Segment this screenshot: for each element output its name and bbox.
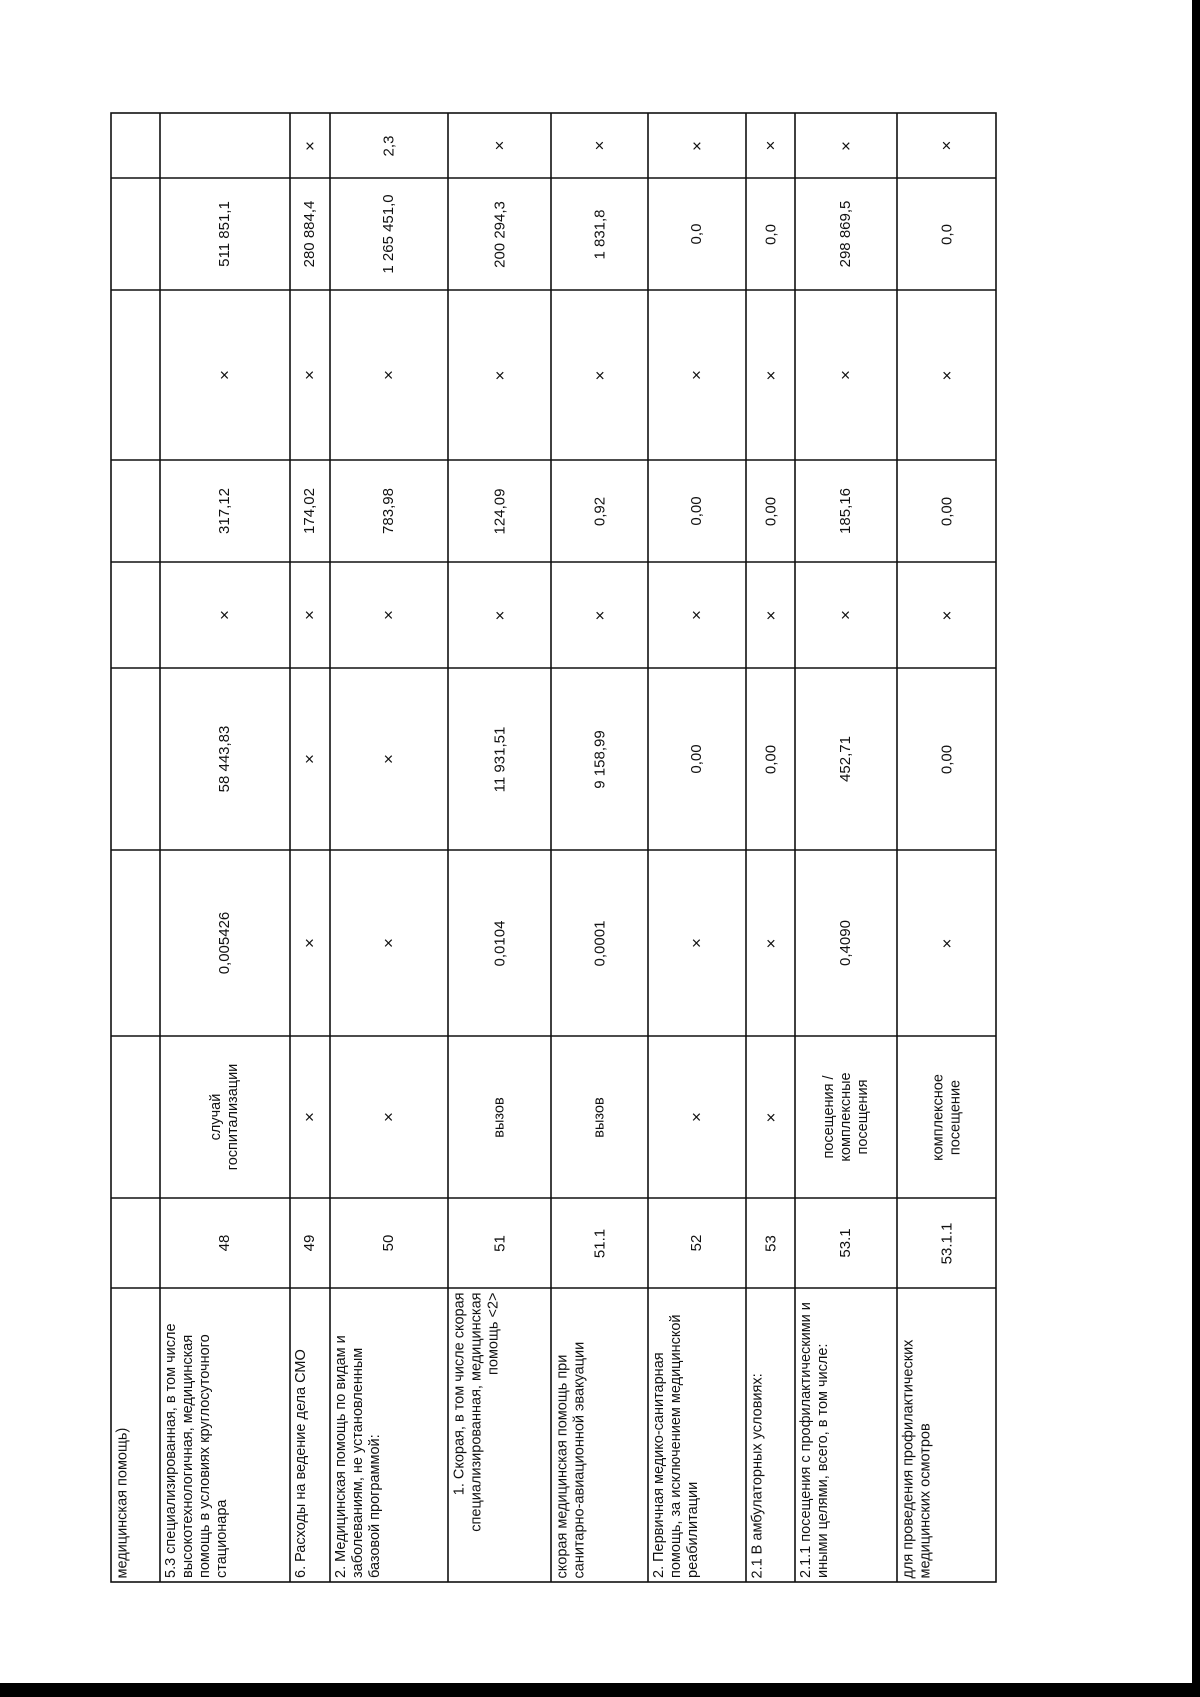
per-capita-value-6 bbox=[651, 464, 743, 558]
row-line-number-text: 50 bbox=[380, 1234, 397, 1252]
per-capita-value-text: 124,09 bbox=[490, 488, 508, 534]
unit-of-measure-text: вызов bbox=[491, 1096, 507, 1138]
unit-of-measure-9 bbox=[900, 1040, 993, 1194]
total-value-8 bbox=[798, 182, 894, 286]
volume-normative-text: × bbox=[936, 938, 956, 948]
column-6-value-2 bbox=[293, 566, 327, 664]
row-line-number-7 bbox=[749, 1202, 792, 1284]
cost-normative-8 bbox=[798, 672, 894, 846]
row-label-3 bbox=[333, 1292, 445, 1578]
row-label-4 bbox=[451, 1292, 548, 1578]
column-8-value-8 bbox=[798, 294, 894, 456]
column-6-value-text: × bbox=[836, 610, 855, 620]
cost-normative-text: × bbox=[379, 754, 398, 764]
column-6-value-9 bbox=[900, 566, 993, 664]
row-line-number-text: 53.1 bbox=[837, 1228, 854, 1258]
unit-of-measure-text: × bbox=[687, 1112, 706, 1122]
total-value-6 bbox=[651, 182, 743, 286]
row-label-8 bbox=[798, 1292, 894, 1578]
volume-normative-3 bbox=[333, 854, 445, 1032]
cost-normative-1 bbox=[163, 672, 287, 846]
row-label-text: скорая медицинская помощь при санитарно-авиационной эвакуации bbox=[554, 1341, 587, 1578]
cost-normative-2 bbox=[293, 672, 327, 846]
share-value-6 bbox=[651, 117, 743, 174]
column-8-value-4 bbox=[451, 294, 548, 456]
row-label-text: 2. Первичная медико-санитарная помощь, за исключением медицинской реабилитации bbox=[651, 1314, 701, 1578]
per-capita-value-text: 0,00 bbox=[937, 496, 955, 526]
per-capita-value-text: 174,02 bbox=[301, 488, 318, 534]
scan-border-bottom bbox=[0, 1683, 1200, 1697]
unit-of-measure-6 bbox=[651, 1040, 743, 1194]
column-6-value-4 bbox=[451, 566, 548, 664]
cost-normative-text: 11 931,51 bbox=[490, 726, 508, 792]
per-capita-value-text: 317,12 bbox=[216, 488, 233, 534]
unit-of-measure-text: посещения / комплексные посещения bbox=[820, 1072, 871, 1162]
per-capita-value-text: 185,16 bbox=[837, 488, 854, 534]
column-8-value-7 bbox=[749, 294, 792, 456]
row-line-number-9 bbox=[900, 1202, 993, 1284]
share-value-text: × bbox=[936, 140, 956, 151]
total-value-text: 298 869,5 bbox=[837, 200, 854, 268]
per-capita-value-7 bbox=[749, 464, 792, 558]
column-8-value-3 bbox=[333, 294, 445, 456]
unit-of-measure-text: случай госпитализации bbox=[208, 1063, 241, 1171]
row-line-number-text: 52 bbox=[688, 1234, 705, 1252]
total-value-1 bbox=[163, 182, 287, 286]
row-label-5 bbox=[554, 1292, 645, 1578]
cost-normative-text: × bbox=[300, 754, 319, 764]
unit-of-measure-text: × bbox=[379, 1112, 398, 1122]
per-capita-value-4 bbox=[451, 464, 548, 558]
scan-border-right bbox=[1192, 0, 1200, 1697]
per-capita-value-text: 0,92 bbox=[590, 496, 608, 526]
share-value-4 bbox=[451, 117, 548, 174]
row-line-number-3 bbox=[333, 1202, 445, 1284]
total-value-text: 511 851,1 bbox=[216, 201, 233, 267]
row-line-number-text: 49 bbox=[301, 1234, 318, 1252]
column-8-value-text: × bbox=[936, 370, 956, 380]
unit-of-measure-text: комплексное посещение bbox=[929, 1073, 963, 1161]
row-label-2 bbox=[293, 1292, 327, 1578]
cost-normative-text: 452,71 bbox=[837, 736, 854, 782]
row-line-number-2 bbox=[293, 1202, 327, 1284]
per-capita-value-9 bbox=[900, 464, 993, 558]
row-line-number-1 bbox=[163, 1202, 287, 1284]
row-line-number-text: 48 bbox=[216, 1234, 233, 1252]
column-6-value-1 bbox=[163, 566, 287, 664]
volume-normative-5 bbox=[554, 854, 645, 1032]
unit-of-measure-1 bbox=[163, 1040, 287, 1194]
total-value-text: 280 884,4 bbox=[301, 200, 318, 268]
volume-normative-4 bbox=[451, 854, 548, 1032]
cost-normative-3 bbox=[333, 672, 445, 846]
column-6-value-6 bbox=[651, 566, 743, 664]
column-6-value-text: × bbox=[489, 610, 509, 620]
row-line-number-text: 51 bbox=[490, 1234, 508, 1252]
per-capita-value-text: 783,98 bbox=[380, 488, 397, 534]
column-6-value-7 bbox=[749, 566, 792, 664]
row-label-7 bbox=[749, 1292, 792, 1578]
column-8-value-text: × bbox=[836, 370, 855, 380]
cost-normative-5 bbox=[554, 672, 645, 846]
unit-of-measure-4 bbox=[451, 1040, 548, 1194]
cost-normative-text: 0,00 bbox=[761, 744, 779, 774]
cost-normative-text: 0,00 bbox=[937, 744, 955, 774]
row-label-0 bbox=[114, 1292, 157, 1578]
row-line-number-text: 53 bbox=[761, 1234, 779, 1252]
volume-normative-9 bbox=[900, 854, 993, 1032]
row-line-number-text: 53.1.1 bbox=[937, 1222, 955, 1264]
cost-normative-text: 9 158,99 bbox=[590, 729, 608, 789]
volume-normative-text: 0,005426 bbox=[216, 911, 233, 975]
volume-normative-text: × bbox=[300, 938, 319, 948]
column-6-value-text: × bbox=[300, 610, 319, 620]
per-capita-value-1 bbox=[163, 464, 287, 558]
cost-normative-7 bbox=[749, 672, 792, 846]
cost-normative-text: 0,00 bbox=[688, 744, 705, 774]
share-value-2 bbox=[293, 117, 327, 174]
share-value-text: × bbox=[836, 140, 855, 151]
row-label-6 bbox=[651, 1292, 743, 1578]
per-capita-value-3 bbox=[333, 464, 445, 558]
column-6-value-3 bbox=[333, 566, 445, 664]
volume-normative-2 bbox=[293, 854, 327, 1032]
column-6-value-text: × bbox=[936, 610, 956, 620]
unit-of-measure-2 bbox=[293, 1040, 327, 1194]
unit-of-measure-7 bbox=[749, 1040, 792, 1194]
volume-normative-text: 0,0001 bbox=[590, 920, 608, 966]
volume-normative-text: 0,0104 bbox=[490, 920, 508, 966]
row-label-9 bbox=[900, 1292, 993, 1578]
share-value-text: × bbox=[300, 140, 319, 151]
cost-normative-9 bbox=[900, 672, 993, 846]
volume-normative-text: 0,4090 bbox=[837, 920, 854, 966]
per-capita-value-text: 0,00 bbox=[688, 496, 705, 526]
row-line-number-6 bbox=[651, 1202, 743, 1284]
share-value-9 bbox=[900, 117, 993, 174]
column-8-value-text: × bbox=[379, 370, 398, 380]
share-value-text: 2,3 bbox=[380, 135, 397, 156]
row-label-text: 6. Расходы на ведение дела СМО bbox=[293, 1349, 309, 1578]
volume-normative-7 bbox=[749, 854, 792, 1032]
volume-normative-text: × bbox=[687, 938, 706, 948]
column-8-value-1 bbox=[163, 294, 287, 456]
total-value-text: 200 294,3 bbox=[490, 200, 508, 268]
share-value-text: × bbox=[589, 140, 609, 151]
volume-normative-text: × bbox=[379, 938, 398, 948]
cost-normative-4 bbox=[451, 672, 548, 846]
column-8-value-text: × bbox=[300, 370, 319, 380]
row-line-number-5 bbox=[554, 1202, 645, 1284]
total-value-text: 0,0 bbox=[761, 223, 779, 245]
total-value-4 bbox=[451, 182, 548, 286]
cost-normative-text: 58 443,83 bbox=[216, 725, 233, 793]
total-value-7 bbox=[749, 182, 792, 286]
column-6-value-text: × bbox=[589, 610, 609, 620]
total-value-text: 1 265 451,0 bbox=[380, 194, 397, 274]
column-8-value-9 bbox=[900, 294, 993, 456]
column-8-value-text: × bbox=[687, 370, 706, 380]
column-6-value-text: × bbox=[379, 610, 398, 620]
column-8-value-text: × bbox=[589, 370, 609, 380]
total-value-text: 0,0 bbox=[688, 223, 705, 245]
share-value-text: × bbox=[760, 140, 780, 151]
per-capita-value-8 bbox=[798, 464, 894, 558]
column-8-value-2 bbox=[293, 294, 327, 456]
share-value-8 bbox=[798, 117, 894, 174]
column-8-value-text: × bbox=[489, 370, 509, 380]
total-value-9 bbox=[900, 182, 993, 286]
unit-of-measure-text: × bbox=[300, 1112, 319, 1122]
row-label-text: 2.1 В амбулаторных условиях: bbox=[749, 1372, 765, 1578]
column-6-value-5 bbox=[554, 566, 645, 664]
unit-of-measure-3 bbox=[333, 1040, 445, 1194]
volume-normative-1 bbox=[163, 854, 287, 1032]
row-label-text: 2. Медицинская помощь по видам и заболеваниям, не установленным базовой программой: bbox=[333, 1335, 383, 1578]
cost-normative-6 bbox=[651, 672, 743, 846]
row-label-1 bbox=[163, 1292, 287, 1578]
row-label-text: 5.3 специализированная, в том числе высокотехнологичная, медицинская помощь в условиях круглосуточного стационара bbox=[163, 1323, 230, 1578]
total-value-2 bbox=[293, 182, 327, 286]
row-label-text: медицинская помощь) bbox=[114, 1427, 130, 1578]
per-capita-value-2 bbox=[293, 464, 327, 558]
share-value-5 bbox=[554, 117, 645, 174]
volume-normative-text: × bbox=[760, 938, 780, 948]
column-8-value-text: × bbox=[215, 370, 234, 380]
volume-normative-8 bbox=[798, 854, 894, 1032]
unit-of-measure-8 bbox=[798, 1040, 894, 1194]
column-6-value-text: × bbox=[215, 610, 234, 620]
total-value-3 bbox=[333, 182, 445, 286]
row-line-number-8 bbox=[798, 1202, 894, 1284]
unit-of-measure-5 bbox=[554, 1040, 645, 1194]
row-line-number-text: 51.1 bbox=[590, 1228, 608, 1258]
row-label-text: 2.1.1 посещения с профилактическими и иными целями, всего, в том числе: bbox=[798, 1302, 831, 1578]
column-8-value-6 bbox=[651, 294, 743, 456]
share-value-7 bbox=[749, 117, 792, 174]
per-capita-value-text: 0,00 bbox=[761, 496, 779, 526]
column-8-value-text: × bbox=[760, 370, 780, 380]
total-value-text: 0,0 bbox=[937, 223, 955, 245]
row-line-number-4 bbox=[451, 1202, 548, 1284]
share-value-3 bbox=[333, 117, 445, 174]
share-value-text: × bbox=[489, 140, 509, 151]
column-6-value-text: × bbox=[687, 610, 706, 620]
share-value-text: × bbox=[687, 140, 706, 151]
row-label-text: для проведения профилактических медицинских осмотров bbox=[900, 1339, 933, 1578]
column-8-value-5 bbox=[554, 294, 645, 456]
unit-of-measure-text: вызов bbox=[591, 1096, 607, 1138]
volume-normative-6 bbox=[651, 854, 743, 1032]
row-label-text: 1. Скорая, в том числе скорая специализированная, медицинская помощь <2> bbox=[451, 1292, 501, 1532]
total-value-text: 1 831,8 bbox=[590, 208, 608, 260]
column-6-value-8 bbox=[798, 566, 894, 664]
column-6-value-text: × bbox=[760, 610, 780, 620]
total-value-5 bbox=[554, 182, 645, 286]
per-capita-value-5 bbox=[554, 464, 645, 558]
unit-of-measure-text: × bbox=[760, 1112, 780, 1122]
